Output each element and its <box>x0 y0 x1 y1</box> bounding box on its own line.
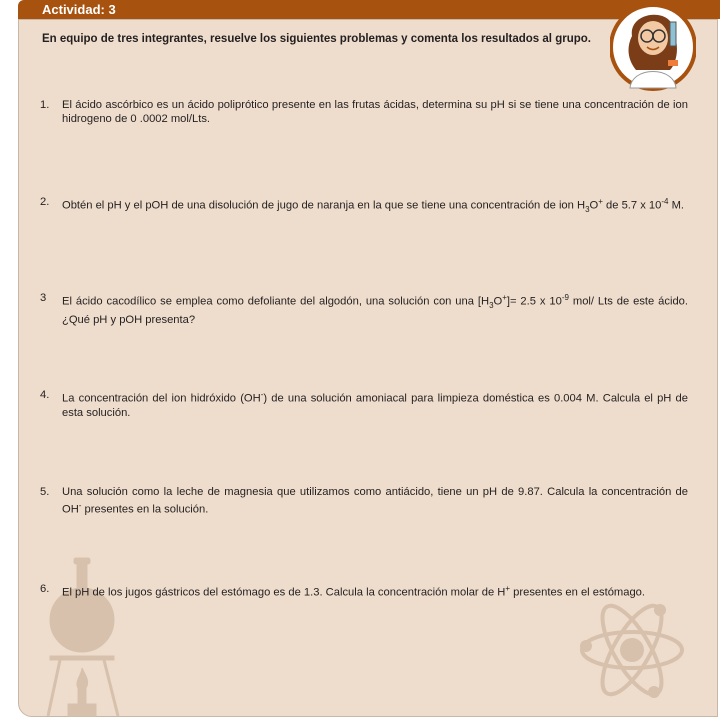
problem-text: La concentración del ion hidróxido (OH-) de una solución amoniacal para limpieza doméstica es 0.004 M. Calcula el pH de esta solución. <box>62 390 689 419</box>
atom-icon <box>572 590 692 710</box>
problem-text: Una solución como la leche de magnesia que utilizamos como antiácido, tiene un pH de 9.87. Calcula la concentración de OH- presentes en la solución. <box>62 486 688 516</box>
problem-number: 3 <box>40 292 47 304</box>
scientist-avatar-icon <box>610 0 696 92</box>
problem-number: 1. <box>40 99 50 111</box>
problem-number: 4. <box>40 389 50 401</box>
flask-burner-icon <box>30 556 140 718</box>
activity-title: Actividad: 3 <box>42 2 116 17</box>
problem-text: El ácido ascórbico es un ácido poliprótico presente en las frutas ácidas, determina su pH si se tiene una concentración de ion hidrogeno de 0 .0002 mol/Lts. <box>62 99 688 125</box>
instructions-text: En equipo de tres integrantes, resuelve los siguientes problemas y comenta los resultados al grupo. <box>42 33 591 45</box>
problem-text: El pH de los jugos gástricos del estómago es de 1.3. Calcula la concentración molar de H+ presentes en el estómago. <box>62 584 646 599</box>
problem-number: 5. <box>40 486 50 498</box>
problem-number: 2. <box>40 196 50 208</box>
problem-text: El ácido cacodílico se emplea como defoliante del algodón, una solución con una $[H_3O^+]= 2.5$ x $10^{-9}$ mol/ Lts de este ácido. ¿Qué pH y pOH presenta? <box>62 293 688 326</box>
problem-number: 6. <box>40 583 50 595</box>
problem-text: Obtén el pH y el pOH de una disolución de jugo de naranja en la que se tiene una concentración de ion $H_3O^+$ de 5.7 x $10^{-4}$ M. <box>62 197 685 214</box>
